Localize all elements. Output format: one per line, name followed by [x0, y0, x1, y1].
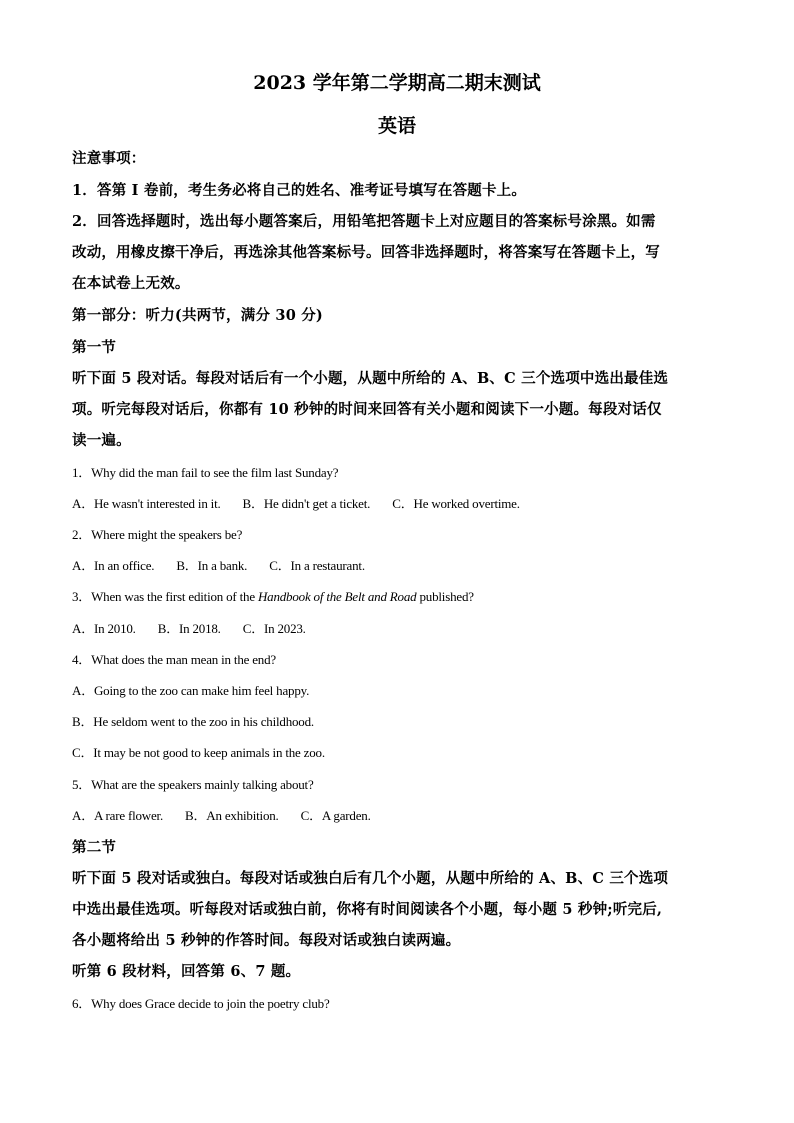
section1-instructions-line-1: 听下面 5 段对话。每段对话后有一个小题，从题中所给的 A、B、C 三个选项中选出最佳选: [72, 370, 669, 387]
section2-instructions-line-2: 中选出最佳选项。听每段对话或独白前，你将有时间阅读各个小题，每小题 5 秒钟;听完后,: [72, 901, 663, 918]
notes-item-2-line-3: 在本试卷上无效。: [72, 275, 190, 292]
question-4-stem: 4．What does the man mean in the end?: [72, 652, 276, 667]
question-1-option-c: C．He worked overtime.: [392, 496, 520, 511]
question-1-stem: 1．Why did the man fail to see the film last Sunday?: [72, 465, 339, 480]
notes-item-2-line-2: 改动，用橡皮擦干净后，再选涂其他答案标号。回答非选择题时，将答案写在答题卡上，写: [72, 244, 660, 261]
question-3-stem-prefix: 3．When was the first edition of the: [72, 589, 258, 604]
exam-title: 2023 学年第二学期高二期末测试: [253, 72, 541, 94]
question-2-stem: 2．Where might the speakers be?: [72, 527, 243, 542]
section1-instructions-line-3: 读一遍。: [72, 432, 131, 449]
part1-heading: 第一部分：听力(共两节，满分 30 分): [72, 307, 323, 324]
question-2-option-c: C．In a restaurant.: [269, 558, 365, 573]
section2-instructions-line-1: 听下面 5 段对话或独白。每段对话或独白后有几个小题，从题中所给的 A、B、C 三个选项: [72, 870, 669, 887]
question-3-stem-suffix: published?: [416, 589, 474, 604]
question-2-option-b: B．In a bank.: [176, 558, 248, 573]
subject-title: 英语: [377, 115, 416, 137]
question-2-option-a: A．In an office.: [72, 558, 155, 573]
notes-heading: 注意事项：: [72, 150, 146, 167]
question-3-book-title: Handbook of the Belt and Road: [257, 589, 417, 604]
question-3-options: [72, 619, 722, 639]
question-4-option-b: B．He seldom went to the zoo in his childhood.: [72, 714, 314, 729]
question-1-option-a: A．He wasn't interested in it.: [72, 496, 221, 511]
question-5-options: [72, 806, 722, 826]
notes-item-1: 1．答第 I 卷前，考生务必将自己的姓名、准考证号填写在答题卡上。: [72, 182, 527, 199]
section1-instructions-line-2: 项。听完每段对话后，你都有 10 秒钟的时间来回答有关小题和阅读下一小题。每段对话仅: [72, 401, 662, 418]
question-5-stem: 5．What are the speakers mainly talking about?: [72, 777, 314, 792]
question-1-options: [72, 494, 722, 514]
section2-heading: 第二节: [72, 839, 117, 856]
question-3-option-a: A．In 2010.: [72, 621, 136, 636]
question-1-option-b: B．He didn't get a ticket.: [242, 496, 371, 511]
section1-heading: 第一节: [72, 339, 117, 356]
material-6-heading: 听第 6 段材料，回答第 6、7 题。: [72, 963, 301, 980]
question-4-option-a: A．Going to the zoo can make him feel happy.: [72, 683, 310, 698]
question-2-options: [72, 556, 722, 576]
question-4-option-c: C．It may be not good to keep animals in the zoo.: [72, 745, 325, 760]
notes-item-2-line-1: 2．回答选择题时，选出每小题答案后，用铅笔把答题卡上对应题目的答案标号涂黑。如需: [72, 213, 656, 230]
question-5-option-b: B．An exhibition.: [185, 808, 279, 823]
question-3-stem: [72, 587, 722, 607]
question-3-option-c: C．In 2023.: [242, 621, 306, 636]
question-5-option-a: A．A rare flower.: [72, 808, 164, 823]
question-6-stem: 6．Why does Grace decide to join the poetry club?: [72, 996, 330, 1011]
question-3-option-b: B．In 2018.: [157, 621, 221, 636]
section2-instructions-line-3: 各小题将给出 5 秒钟的作答时间。每段对话或独白读两遍。: [72, 932, 461, 949]
question-5-option-c: C．A garden.: [300, 808, 371, 823]
